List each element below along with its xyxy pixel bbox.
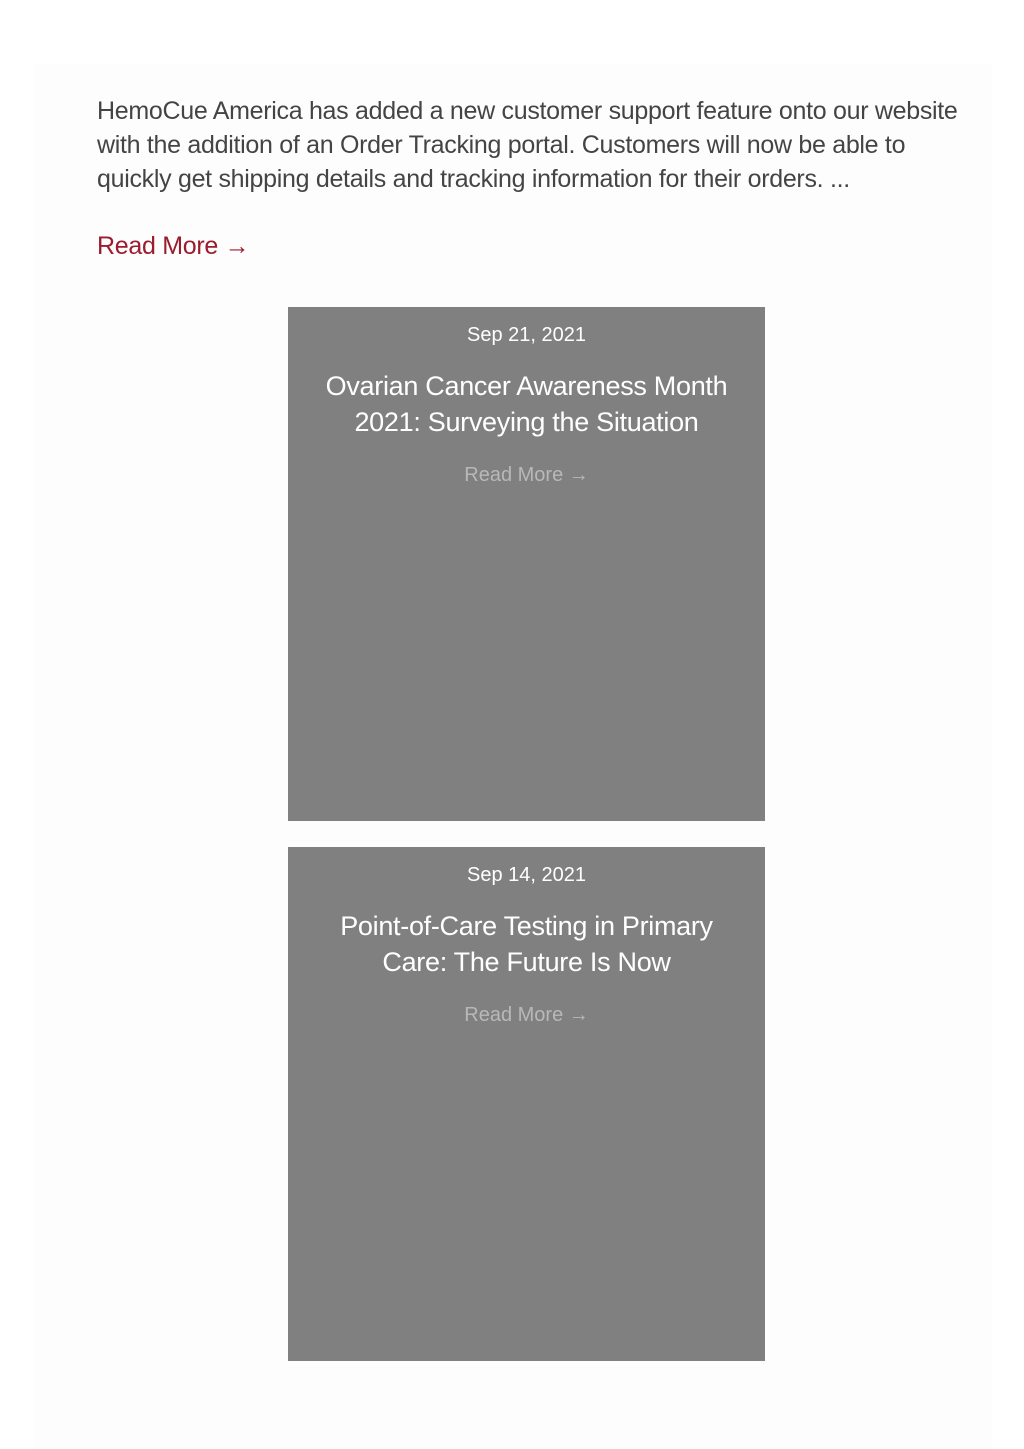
read-more-label: Read More [97,232,218,260]
post-date: Sep 21, 2021 [467,324,586,346]
read-more-link[interactable] [97,229,249,263]
post-date: Sep 14, 2021 [467,864,586,886]
post-excerpt: HemoCue America has added a new customer support feature onto our website with the addition of an Order Tracking portal. Customers will now be able to quickly get shipping details and tracking information for their orders. ... [97,97,958,193]
arrow-right-icon: → [224,232,250,260]
arrow-right-icon: → [568,464,589,486]
post-card[interactable] [288,307,765,821]
post-read-more-link[interactable] [288,1001,765,1029]
post-card[interactable] [288,847,765,1361]
post-title[interactable]: Point-of-Care Testing in Primary Care: The Future Is Now [340,911,713,977]
read-more-label: Read More [464,1004,564,1026]
post-read-more-link[interactable] [288,461,765,489]
post-title[interactable]: Ovarian Cancer Awareness Month 2021: Surveying the Situation [325,371,728,437]
arrow-right-icon: → [568,1004,589,1026]
read-more-label: Read More [464,464,564,486]
